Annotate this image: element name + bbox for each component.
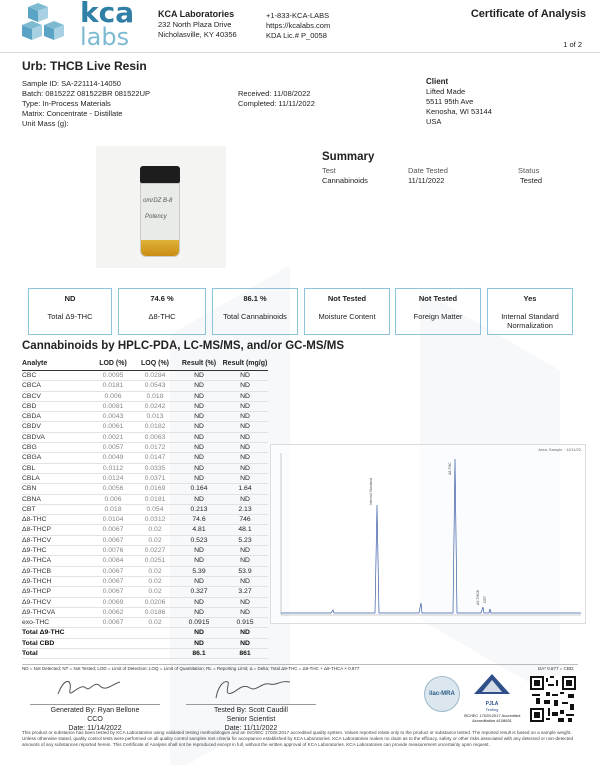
sample-dates — [238, 89, 315, 109]
loq-value: 0.0251 — [134, 556, 176, 566]
company-contact — [266, 11, 330, 41]
total-row — [22, 649, 268, 659]
total-row — [22, 638, 268, 648]
analyte-name: CBDA — [22, 412, 92, 422]
disclaimer: This product or substance has been tested by KCA Laboratories using validated testing methodologies and an ISO/IEC 17025:2017 accredited quality system. Values reported relate only to the product or substance tested. The reported result is based on a sample weight. Unless otherwise stated, quality control tests were performed on all quality control samples met criteria for acceptance established by KCA Laboratories. KCA Laboratories makes no claim as to the efficacy, safety or other risks associated with any detected or non-detected amounts of any substances reported herein. This Certificate of Analysis shall not be reproduced except in full, without the written approval of KCA Laboratories. KCA Laboratories can provide measurement uncertainty upon request. — [22, 730, 574, 747]
client-country: USA — [426, 117, 442, 126]
loq-value: 0.02 — [134, 566, 176, 576]
summary-col-test: Test — [322, 166, 336, 175]
result-pct: 0.213 — [176, 504, 222, 514]
loq-value: 0.013 — [134, 412, 176, 422]
result-mgg: 5.23 — [222, 535, 268, 545]
result-mgg: ND — [222, 576, 268, 586]
lod-value: 0.0021 — [92, 432, 134, 442]
analyte-name: Δ9-THCVA — [22, 607, 92, 617]
loq-value: 0.0227 — [134, 546, 176, 556]
lod-value: 0.018 — [92, 504, 134, 514]
lod-value: 0.0057 — [92, 443, 134, 453]
result-pct: ND — [176, 391, 222, 401]
total-label: Total CBD — [22, 638, 92, 648]
loq-value: 0.0206 — [134, 597, 176, 607]
result-mgg: ND — [222, 422, 268, 432]
loq-value: 0.0181 — [134, 494, 176, 504]
summary-box-label: Total Cannabinoids — [223, 312, 287, 321]
tested-block — [186, 704, 316, 733]
result-pct: ND — [176, 371, 222, 381]
result-pct: 0.164 — [176, 484, 222, 494]
result-mgg: 3.27 — [222, 587, 268, 597]
result-pct: ND — [176, 473, 222, 483]
company-name: KCA Laboratories — [158, 9, 235, 19]
table-row — [22, 432, 268, 442]
logo-text-kca: kca — [80, 0, 135, 29]
chromatogram-corner-label: Area: Sample · 11/11/22 — [538, 447, 581, 452]
analyte-name: Δ9-THCH — [22, 576, 92, 586]
lod-value: 0.0043 — [92, 412, 134, 422]
result-pct: ND — [176, 597, 222, 607]
summary-box-label: Internal Standard Normalization — [501, 312, 559, 330]
analyte-name: Δ9-THCV — [22, 597, 92, 607]
lod-value: 0.0067 — [92, 618, 134, 628]
jar-label-line1: omrDZ B-8 — [143, 198, 173, 204]
table-row — [22, 597, 268, 607]
summary-box-value: Not Tested — [418, 294, 458, 303]
col-result-mgg: Result (mg/g) — [222, 360, 268, 371]
analyte-name: Δ9-THCP — [22, 587, 92, 597]
summary-col-date: Date Tested — [408, 166, 448, 175]
result-mgg: ND — [222, 412, 268, 422]
loq-value: 0.0169 — [134, 484, 176, 494]
result-pct: 0.523 — [176, 535, 222, 545]
signature-tested — [210, 676, 294, 702]
total-empty — [92, 638, 134, 648]
result-pct: ND — [176, 422, 222, 432]
analyte-name: CBG — [22, 443, 92, 453]
table-row — [22, 556, 268, 566]
result-mgg: ND — [222, 546, 268, 556]
loq-value: 0.02 — [134, 576, 176, 586]
table-row — [22, 535, 268, 545]
client-city: Kenosha, WI 53144 — [426, 107, 492, 116]
summary-box-label: Δ8-THC — [148, 312, 176, 321]
total-empty — [134, 628, 176, 638]
total-row — [22, 628, 268, 638]
loq-value: 0.018 — [134, 391, 176, 401]
sample-details — [22, 79, 150, 129]
loq-value: 0.0182 — [134, 422, 176, 432]
result-pct: 0.0915 — [176, 618, 222, 628]
completed-date: Completed: 11/11/2022 — [238, 99, 315, 108]
table-row — [22, 607, 268, 617]
loq-value: 0.0172 — [134, 443, 176, 453]
table-row — [22, 546, 268, 556]
sample-batch: Batch: 081522Z 081522BR 081522UP — [22, 89, 151, 98]
peak-label: Δ8-THC — [448, 462, 452, 475]
summary-box-moisture — [304, 288, 390, 335]
table-row — [22, 494, 268, 504]
header-divider — [0, 52, 600, 53]
table-row — [22, 463, 268, 473]
loq-value: 0.0312 — [134, 515, 176, 525]
lod-value: 0.0067 — [92, 566, 134, 576]
loq-value: 0.02 — [134, 618, 176, 628]
table-row — [22, 371, 268, 381]
jar-lid — [140, 166, 180, 184]
peak-label: Internal Standard — [369, 478, 373, 505]
lod-value: 0.0067 — [92, 576, 134, 586]
col-result-pct: Result (%) — [176, 360, 222, 371]
analyte-name: Δ8-THCP — [22, 525, 92, 535]
summary-col-status: Status — [518, 166, 540, 175]
table-row — [22, 566, 268, 576]
table-header-row — [22, 360, 268, 371]
company-logo — [20, 0, 150, 51]
table-row — [22, 576, 268, 586]
total-label: Total — [22, 649, 92, 659]
loq-value: 0.0242 — [134, 401, 176, 411]
result-mgg: ND — [222, 556, 268, 566]
result-mgg: ND — [222, 494, 268, 504]
table-row — [22, 453, 268, 463]
loq-value: 0.0186 — [134, 607, 176, 617]
summary-title: Summary — [322, 151, 375, 163]
table-row — [22, 525, 268, 535]
table-row — [22, 422, 268, 432]
result-mgg: ND — [222, 391, 268, 401]
loq-value: 0.054 — [134, 504, 176, 514]
total-empty — [92, 628, 134, 638]
company-phone: +1-833-KCA-LABS — [266, 11, 330, 20]
summary-box-internal-standard — [487, 288, 573, 335]
summary-box-value: Yes — [523, 294, 537, 303]
lod-value: 0.0067 — [92, 525, 134, 535]
table-row — [22, 443, 268, 453]
result-mgg: ND — [222, 401, 268, 411]
result-pct: 74.6 — [176, 515, 222, 525]
ilac-logo — [424, 676, 460, 712]
summary-box-d8thc — [118, 288, 206, 335]
tested-by: Tested By: Scott Caudill — [214, 707, 288, 714]
lod-value: 0.0076 — [92, 546, 134, 556]
table-row — [22, 484, 268, 494]
sample-unit-mass: Unit Mass (g): — [22, 119, 69, 128]
analyte-name: CBLA — [22, 473, 92, 483]
analyte-name: CBCV — [22, 391, 92, 401]
result-pct: ND — [176, 443, 222, 453]
lod-value: 0.006 — [92, 494, 134, 504]
result-mgg: 0.915 — [222, 618, 268, 628]
total-empty — [134, 638, 176, 648]
lod-value: 0.0181 — [92, 381, 134, 391]
result-mgg: 53.9 — [222, 566, 268, 576]
product-photo — [96, 146, 226, 268]
total-empty — [134, 649, 176, 659]
lod-value: 0.0049 — [92, 453, 134, 463]
lod-value: 0.0067 — [92, 535, 134, 545]
loq-value: 0.0284 — [134, 371, 176, 381]
summary-box-value: ND — [64, 294, 76, 303]
col-loq: LOQ (%) — [134, 360, 176, 371]
result-pct: ND — [176, 463, 222, 473]
table-row — [22, 391, 268, 401]
total-result-mgg: 861 — [222, 649, 268, 659]
result-mgg: 1.64 — [222, 484, 268, 494]
client-label: Client — [426, 77, 449, 86]
jar-body — [140, 183, 180, 257]
analyte-name: Δ9-THCB — [22, 566, 92, 576]
loq-value: 0.0063 — [134, 432, 176, 442]
summary-box-label: Total Δ9-THC — [47, 312, 93, 321]
accreditation-line1: ISO/IEC 17025:2017 Accredited — [463, 713, 521, 718]
generated-by: Generated By: Ryan Bellone — [50, 707, 140, 714]
analyte-name: exo-THC — [22, 618, 92, 628]
result-pct: ND — [176, 401, 222, 411]
analyte-name: CBNA — [22, 494, 92, 504]
summary-box-total-d9thc — [28, 288, 112, 335]
footer-divider — [22, 664, 578, 665]
result-pct: ND — [176, 412, 222, 422]
pjla-subtext: Testing — [485, 707, 499, 712]
lod-value: 0.0095 — [92, 371, 134, 381]
result-mgg: ND — [222, 473, 268, 483]
result-mgg: 746 — [222, 515, 268, 525]
analyte-name: Δ8-THCV — [22, 535, 92, 545]
analyte-name: CBGA — [22, 453, 92, 463]
result-pct: 4.81 — [176, 525, 222, 535]
analyte-name: CBDVA — [22, 432, 92, 442]
summary-box-value: 86.1 % — [243, 294, 267, 303]
jar-resin — [141, 240, 180, 256]
accreditation-line2: Accreditation #108651 — [472, 718, 512, 723]
analyte-name: CBDV — [22, 422, 92, 432]
total-empty — [92, 649, 134, 659]
total-result-pct: ND — [176, 628, 222, 638]
analyte-name: CBD — [22, 401, 92, 411]
accreditation-text — [452, 713, 532, 723]
summary-box-value: Not Tested — [327, 294, 367, 303]
sample-title: Urb: THCB Live Resin — [22, 59, 147, 73]
col-analyte: Analyte — [22, 360, 92, 371]
company-website[interactable]: https://kcalabs.com — [266, 21, 331, 30]
client-info — [426, 77, 492, 127]
table-row — [22, 412, 268, 422]
result-mgg: ND — [222, 381, 268, 391]
result-mgg: 48.1 — [222, 525, 268, 535]
generated-title: CCO — [87, 716, 103, 723]
summary-date: 11/11/2022 — [408, 176, 445, 185]
summary-box-value: 74.6 % — [150, 294, 174, 303]
loq-value: 0.02 — [134, 587, 176, 597]
result-pct: ND — [176, 494, 222, 504]
cannabinoid-table — [22, 360, 268, 659]
qr-code — [530, 676, 576, 722]
lod-value: 0.0069 — [92, 597, 134, 607]
total-result-pct: ND — [176, 638, 222, 648]
ilac-text: ilac-MRA — [429, 691, 455, 697]
sample-id: Sample ID: SA-221114-14050 — [22, 79, 121, 88]
cannabinoid-table-body — [22, 371, 268, 659]
signature-generated — [54, 674, 124, 702]
summary-box-label: Moisture Content — [318, 312, 376, 321]
result-pct: ND — [176, 381, 222, 391]
loq-value: 0.0371 — [134, 473, 176, 483]
total-result-mgg: ND — [222, 628, 268, 638]
table-row — [22, 401, 268, 411]
footer-formula-right: DA* 0.877 = CBD; — [538, 666, 575, 671]
result-mgg: ND — [222, 597, 268, 607]
peak-label: CBT — [483, 596, 487, 603]
generated-date: Date: 11/14/2022 — [68, 725, 122, 732]
generated-block — [30, 704, 160, 733]
result-mgg: ND — [222, 607, 268, 617]
total-result-pct: 86.1 — [176, 649, 222, 659]
chromatogram — [270, 444, 586, 624]
loq-value: 0.0147 — [134, 453, 176, 463]
tested-date: Date: 11/11/2022 — [224, 725, 278, 732]
result-pct: ND — [176, 556, 222, 566]
logo-text-labs: labs — [80, 23, 130, 51]
lod-value: 0.0104 — [92, 515, 134, 525]
summary-box-label: Foreign Matter — [413, 312, 463, 321]
result-mgg: ND — [222, 371, 268, 381]
result-pct: ND — [176, 607, 222, 617]
company-address-line1: 232 North Plaza Drive — [158, 20, 232, 29]
document-title: Certificate of Analysis — [470, 8, 586, 20]
table-row — [22, 587, 268, 597]
lod-value: 0.0081 — [92, 401, 134, 411]
peak-label: Δ9-THCB — [476, 590, 480, 605]
summary-status: Tested — [520, 176, 543, 185]
table-row — [22, 473, 268, 483]
lod-value: 0.0056 — [92, 484, 134, 494]
loq-value: 0.0335 — [134, 463, 176, 473]
pjla-logo — [470, 672, 514, 712]
summary-test: Cannabinoids — [322, 176, 368, 185]
client-name: Lifted Made — [426, 87, 466, 96]
result-mgg: ND — [222, 443, 268, 453]
result-pct: 5.39 — [176, 566, 222, 576]
analyte-name: CBC — [22, 371, 92, 381]
lod-value: 0.0084 — [92, 556, 134, 566]
loq-value: 0.02 — [134, 535, 176, 545]
page-number: 1 of 2 — [563, 40, 582, 49]
lod-value: 0.0067 — [92, 587, 134, 597]
analyte-name: Δ8-THC — [22, 515, 92, 525]
lod-value: 0.006 — [92, 391, 134, 401]
result-pct: ND — [176, 432, 222, 442]
pjla-text: PJLA — [485, 701, 499, 707]
total-label: Total Δ9-THC — [22, 628, 92, 638]
lod-value: 0.0112 — [92, 463, 134, 473]
result-pct: 0.327 — [176, 587, 222, 597]
summary-box-total-cannabinoids — [212, 288, 298, 335]
analyte-name: CBCA — [22, 381, 92, 391]
analyte-name: CBL — [22, 463, 92, 473]
client-street: 5511 95th Ave — [426, 97, 474, 106]
total-result-mgg: ND — [222, 638, 268, 648]
footer-legend: ND = Not Detected; NT = Not Tested; LOD = Limit of Detection; LOQ = Limit of Quantitation; RL = Reporting Limit; Δ = Delta; Total Δ9-THC = Δ9-THC + Δ9-THCA × 0.877 — [22, 666, 360, 671]
analyte-name: CBT — [22, 504, 92, 514]
lod-value: 0.0061 — [92, 422, 134, 432]
analyte-name: CBN — [22, 484, 92, 494]
received-date: Received: 11/08/2022 — [238, 89, 311, 98]
lod-value: 0.0124 — [92, 473, 134, 483]
table-row — [22, 504, 268, 514]
analyte-name: Δ9-THCA — [22, 556, 92, 566]
summary-box-foreign-matter — [395, 288, 481, 335]
lod-value: 0.0062 — [92, 607, 134, 617]
table-row — [22, 515, 268, 525]
analyte-name: Δ9-THC — [22, 546, 92, 556]
result-mgg: ND — [222, 432, 268, 442]
analysis-title: Cannabinoids by HPLC-PDA, LC-MS/MS, and/or GC-MS/MS — [22, 340, 344, 352]
result-pct: ND — [176, 453, 222, 463]
result-mgg: ND — [222, 463, 268, 473]
result-pct: ND — [176, 546, 222, 556]
tested-title: Senior Scientist — [226, 716, 276, 723]
loq-value: 0.0543 — [134, 381, 176, 391]
sample-type: Type: In-Process Materials — [22, 99, 111, 108]
company-info — [158, 9, 237, 40]
col-lod: LOD (%) — [92, 360, 134, 371]
table-row — [22, 381, 268, 391]
company-license: KDA Lic.# P_0058 — [266, 31, 327, 40]
result-mgg: ND — [222, 453, 268, 463]
jar-label-line2: Potency — [145, 214, 167, 220]
loq-value: 0.02 — [134, 525, 176, 535]
sample-matrix: Matrix: Concentrate - Distillate — [22, 109, 123, 118]
result-pct: ND — [176, 576, 222, 586]
company-address-line2: Nicholasville, KY 40356 — [158, 30, 237, 39]
result-mgg: 2.13 — [222, 504, 268, 514]
table-row — [22, 618, 268, 628]
